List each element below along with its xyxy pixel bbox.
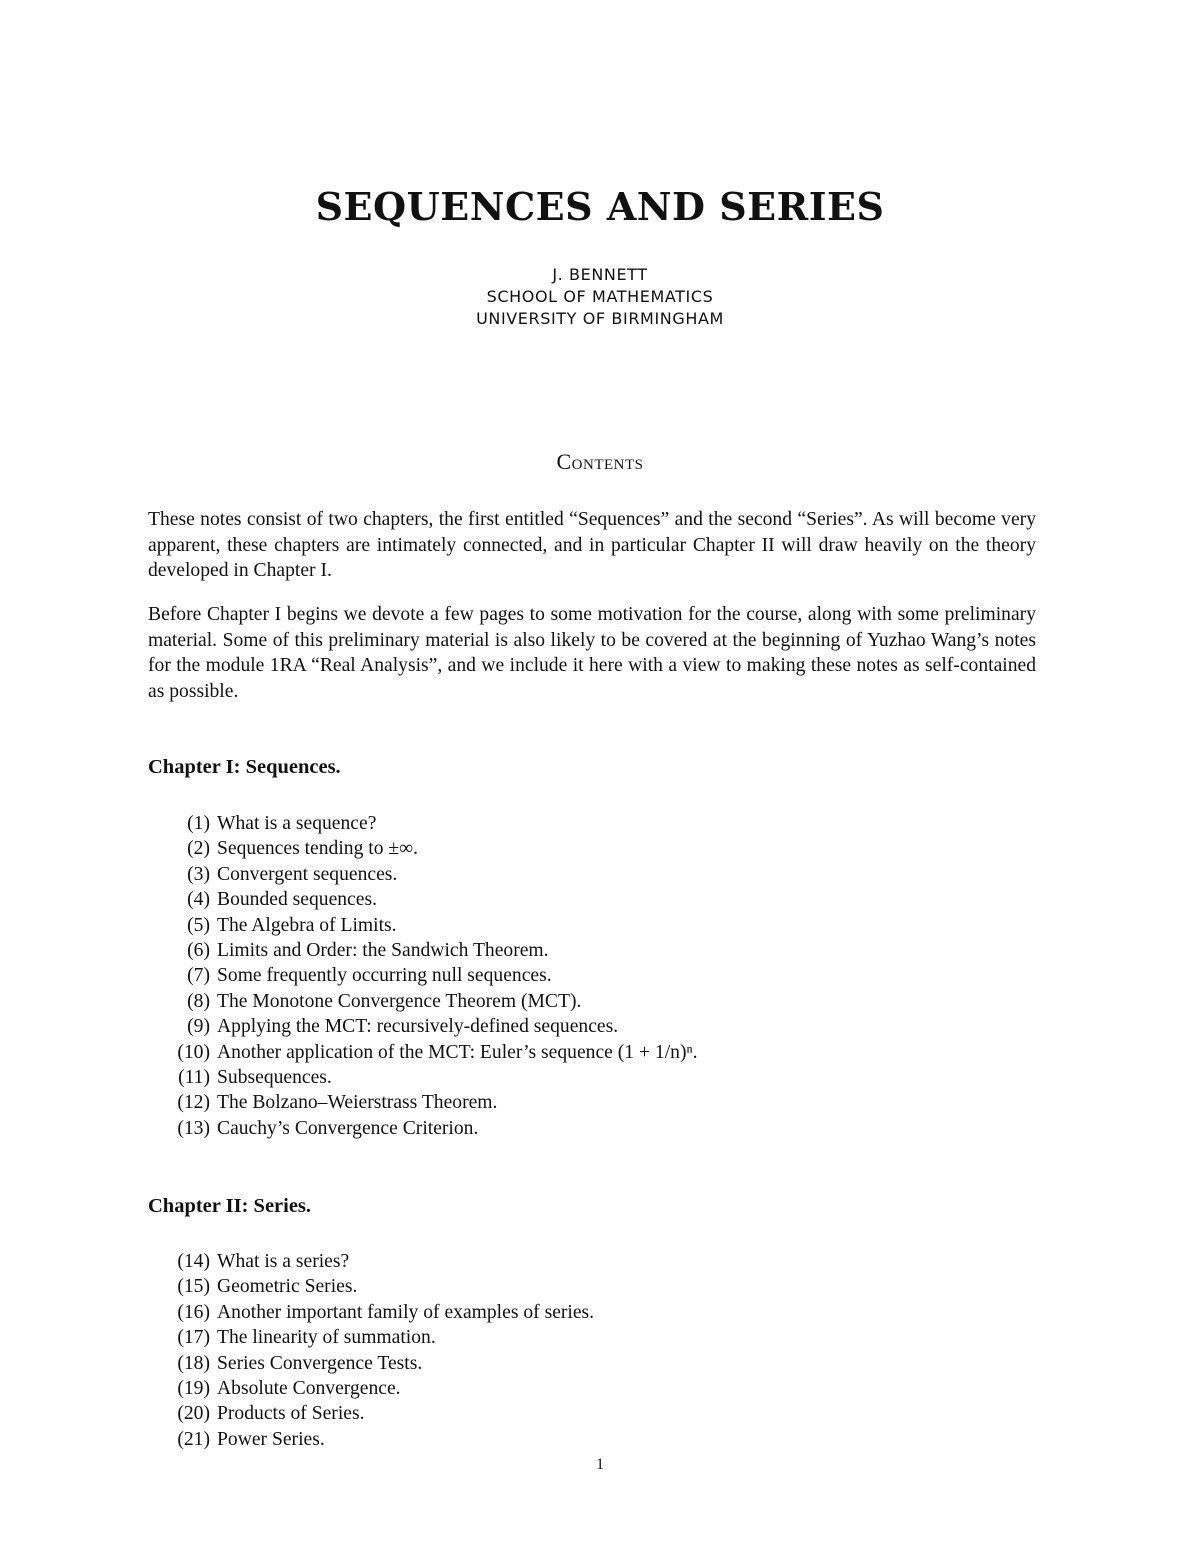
author-school: SCHOOL OF MATHEMATICS — [486, 287, 714, 306]
toc-item — [170, 836, 970, 861]
toc-item-label: Subsequences. — [217, 1066, 332, 1088]
toc-item — [170, 1401, 970, 1426]
toc-item-number: (15) — [177, 1276, 210, 1298]
toc-item-label: The Algebra of Limits. — [217, 914, 397, 936]
toc-item-label: What is a sequence? — [217, 813, 377, 834]
toc-item-number: (2) — [187, 838, 210, 860]
toc-item-number: (7) — [187, 965, 210, 987]
toc-item-label: Sequences tending to ±∞. — [217, 838, 419, 860]
toc-item-number: (3) — [187, 863, 210, 885]
chapter-2-toc — [170, 1249, 970, 1452]
toc-item-label: Some frequently occurring null sequences. — [217, 965, 552, 987]
toc-item-label: Power Series. — [217, 1428, 325, 1450]
toc-item — [170, 1040, 970, 1065]
contents-heading: Contents — [556, 449, 644, 474]
toc-item-label: Products of Series. — [217, 1403, 365, 1425]
toc-item-number: (13) — [177, 1117, 210, 1139]
document-title: SEQUENCES AND SERIES — [315, 184, 885, 229]
toc-item-label: Another important family of examples of series. — [217, 1301, 595, 1323]
toc-item — [170, 913, 970, 938]
toc-item-label: Absolute Convergence. — [217, 1377, 401, 1399]
page-number: 1 — [596, 1456, 604, 1473]
toc-item — [170, 1116, 970, 1141]
toc-item-label: Applying the MCT: recursively-defined sequences. — [217, 1016, 619, 1038]
toc-item-label: Cauchy’s Convergence Criterion. — [217, 1117, 479, 1139]
toc-item — [170, 862, 970, 887]
chapter-1-heading: Chapter I: Sequences. — [148, 756, 341, 778]
toc-item-number: (14) — [177, 1251, 210, 1272]
toc-item — [170, 1014, 970, 1039]
toc-item-number: (21) — [177, 1428, 210, 1450]
toc-item-number: (19) — [177, 1377, 210, 1399]
toc-item-number: (17) — [177, 1327, 210, 1349]
toc-item-label: Bounded sequences. — [217, 889, 377, 911]
toc-item-number: (18) — [177, 1352, 210, 1374]
toc-item-number: (10) — [177, 1041, 210, 1063]
toc-item-label: Limits and Order: the Sandwich Theorem. — [217, 939, 549, 961]
author-block — [0, 264, 1200, 330]
toc-item-number: (8) — [187, 990, 210, 1012]
toc-item-number: (1) — [187, 813, 210, 834]
toc-item-number: (11) — [178, 1066, 210, 1088]
author-university: UNIVERSITY OF BIRMINGHAM — [476, 309, 724, 328]
toc-item-number: (5) — [187, 914, 210, 936]
toc-item — [170, 1274, 970, 1299]
chapter-2-heading: Chapter II: Series. — [148, 1195, 312, 1217]
toc-item-number: (9) — [187, 1016, 210, 1038]
toc-item-number: (12) — [177, 1092, 210, 1114]
toc-item-number: (6) — [187, 939, 210, 961]
toc-item-label: The Monotone Convergence Theorem (MCT). — [217, 990, 582, 1012]
toc-item — [170, 1376, 970, 1401]
toc-item — [170, 1300, 970, 1325]
toc-item — [170, 887, 970, 912]
toc-item-number: (20) — [177, 1403, 210, 1425]
toc-item — [170, 1249, 970, 1274]
toc-item-label: The Bolzano–Weierstrass Theorem. — [217, 1092, 498, 1114]
toc-item-label: The linearity of summation. — [217, 1327, 436, 1349]
toc-item-label: Geometric Series. — [217, 1276, 358, 1298]
toc-item-label: Convergent sequences. — [217, 863, 398, 885]
toc-item — [170, 989, 970, 1014]
toc-item — [170, 1351, 970, 1376]
preliminary-paragraph: Before Chapter I begins we devote a few pages to some motivation for the course, along with some preliminary material. Some of this preliminary material is also likely to be covered at the beginning of Yuzhao Wang’s notes for the module 1RA “Real Analysis”, and we include it here with a view to making these notes as self-contained as possible. — [148, 604, 1036, 702]
toc-item — [170, 811, 970, 836]
toc-item-label: Series Convergence Tests. — [217, 1352, 423, 1374]
author-name: J. BENNETT — [552, 265, 648, 284]
intro-paragraph: These notes consist of two chapters, the first entitled “Sequences” and the second “Series”. As will become very apparent, these chapters are intimately connected, and in particular Chapter II will draw heavily on the theory developed in Chapter I. — [148, 509, 1036, 581]
toc-item-label: Another application of the MCT: Euler’s sequence (1 + 1/n)ⁿ. — [217, 1041, 698, 1063]
toc-item-number: (16) — [177, 1301, 210, 1323]
toc-item — [170, 963, 970, 988]
toc-item-number: (4) — [187, 889, 210, 911]
toc-item — [170, 1090, 970, 1115]
chapter-1-toc — [170, 811, 970, 1141]
toc-item — [170, 1065, 970, 1090]
toc-item — [170, 1325, 970, 1350]
toc-item — [170, 938, 970, 963]
toc-item — [170, 1427, 970, 1452]
toc-item-label: What is a series? — [217, 1251, 350, 1272]
